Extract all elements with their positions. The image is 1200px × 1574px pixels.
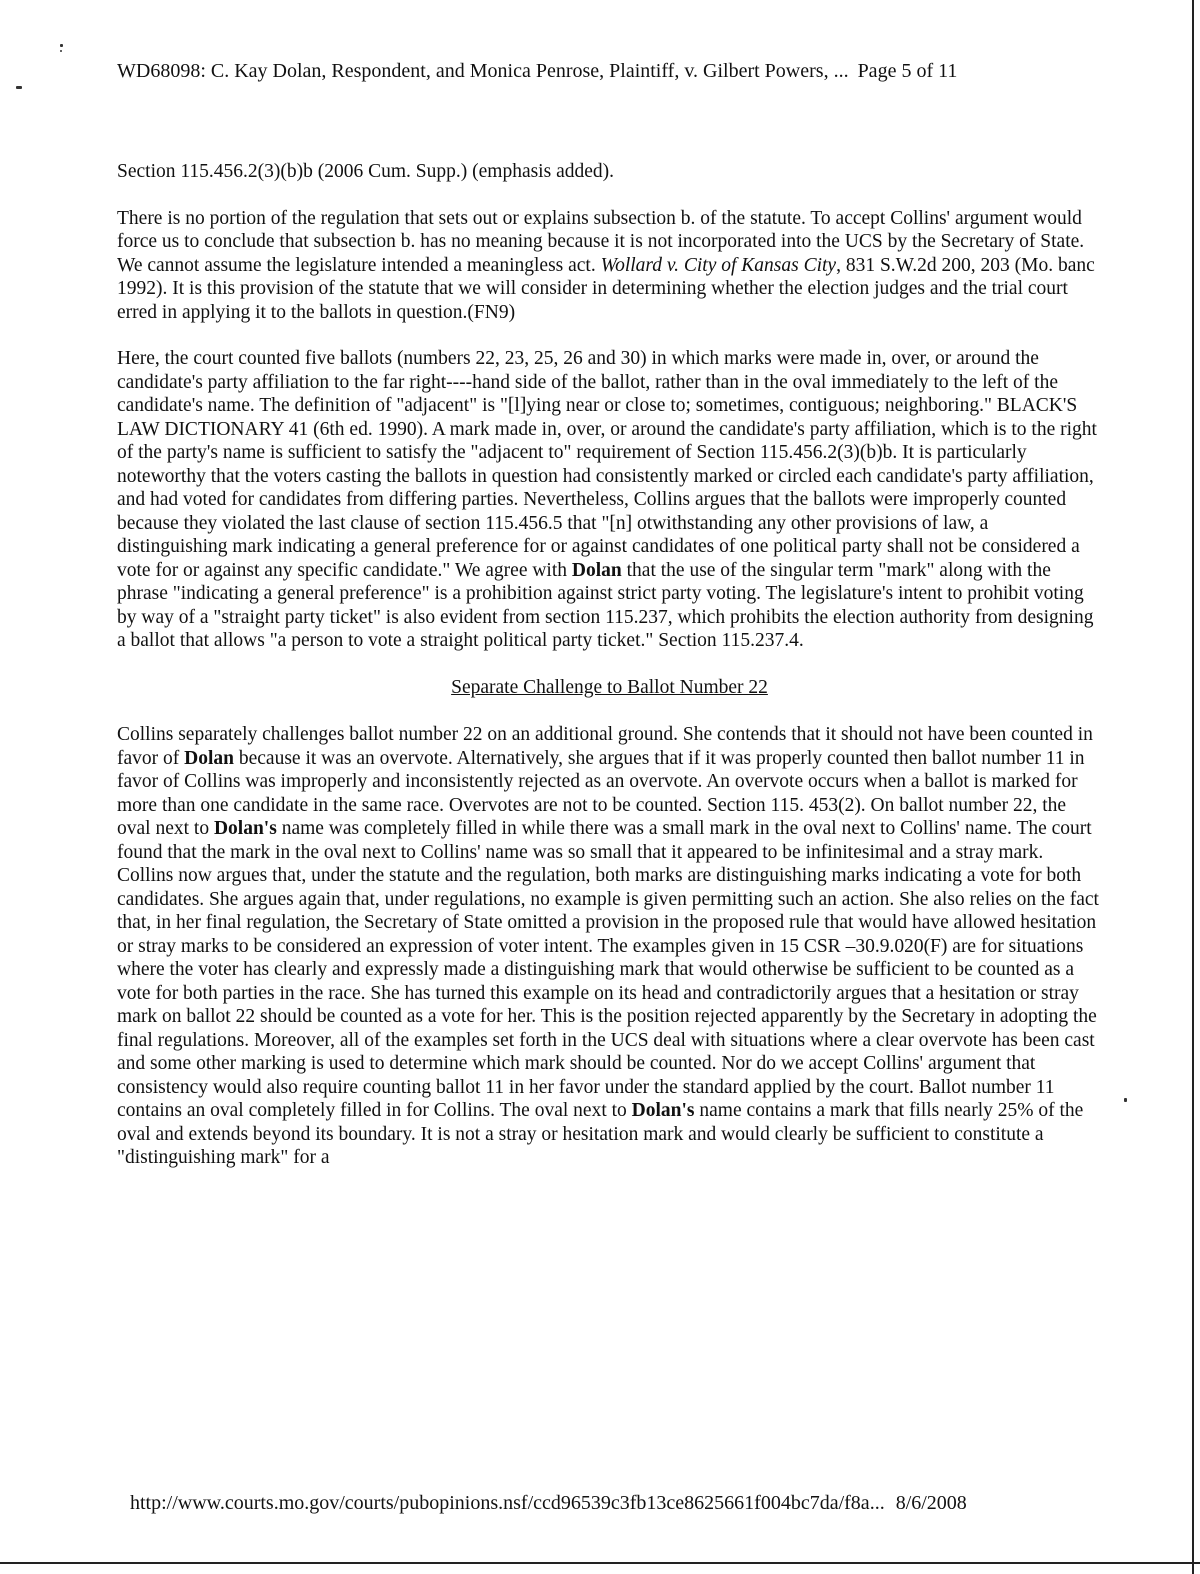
- paragraph: [117, 207, 1102, 325]
- party-name: Dolan's: [631, 1100, 695, 1121]
- paragraph: [117, 347, 1102, 653]
- party-name: Dolan: [571, 559, 622, 581]
- scan-speck: [60, 50, 62, 52]
- print-date: 8/6/2008: [895, 1492, 967, 1514]
- paragraph-text: There is no portion of the regulation that sets out or explains subsection b. of the statute. To accept Collins' argument would force us to conclude that subsection b. has no meaning because it is not incorporated into the UCS by the Secretary of State. We cannot assume the legislature intended a meaningless act.: [117, 207, 1085, 276]
- paragraph-text: name contains a mark that fills nearly 25% of the oval and extends beyond its boundary. It is not a stray or hesitation mark and would clearly be sufficient to constitute a "distinguishing mark" for a: [117, 1100, 1084, 1168]
- page-header: [117, 58, 1097, 84]
- paragraph-text: Section 115.456.2(3)(b)b (2006 Cum. Supp.) (emphasis added).: [117, 161, 614, 182]
- paragraph-text: name was completely filled in while there was a small mark in the oval next to Collins' name. The court found that the mark in the oval next to Collins' name was so small that it appeared to be infinitesimal and a stray mark. Collins now argues that, under the statute and the regulation, both marks are distinguishing marks indicating a vote for both candidates. She argues again that, under regulations, no example is given permitting such an action. She also relies on the fact that, in her final regulation, the Secretary of State omitted a provision in the proposed rule that would have allowed hesitation or stray marks to be considered an expression of voter intent. The examples given in 15 CSR –30.9.020(F) are for situations where the voter has clearly and expressly made a distinguishing mark that would otherwise be sufficient to be counted as a vote for both parties in the race. She has turned this example on its head and contradictorily argues that a hesitation or stray mark on ballot 22 should be counted as a vote for her. This is the position rejected apparently by the Secretary in adopting the final regulations. Moreover, all of the examples set forth in the UCS deal with situations where a clear overvote has been cast and some other marking is used to determine which mark should be counted. Nor do we accept Collins' argument that consistency would also require counting ballot 11 in her favor under the standard applied by the court. Ballot number 11 contains an oval completely filled in for Collins. The oval next to: [117, 818, 1099, 1121]
- paragraph-text: that the use of the singular term "mark" along with the phrase "indicating a general preference" is a prohibition against strict party voting. The legislature's intent to prohibit voting by way of a "straight party ticket" is also evident from section 115.237, which prohibits the election authority from designing a ballot that allows "a person to vote a straight political party ticket." Section 115.237.4.: [117, 559, 1094, 651]
- party-name: Dolan's: [213, 818, 277, 839]
- case-title: WD68098: C. Kay Dolan, Respondent, and Monica Penrose, Plaintiff, v. Gilbert Powers, ...: [117, 60, 849, 82]
- paragraph: [117, 723, 1102, 1170]
- scan-speck: [1124, 1098, 1127, 1102]
- section-heading: Separate Challenge to Ballot Number 22: [451, 676, 768, 698]
- party-name: Dolan: [184, 747, 234, 769]
- scan-edge-right: [1192, 0, 1194, 1574]
- paragraph-text: , 831 S.W.2d 200, 203 (Mo. banc 1992). It is this provision of the statute that we will consider in determining whether the election judges and the trial court erred in applying it to the ballots in question.(FN9): [117, 254, 1095, 323]
- opinion-body: [117, 160, 1102, 1193]
- paragraph-text: Here, the court counted five ballots (numbers 22, 23, 25, 26 and 30) in which marks were made in, over, or around the candidate's party affiliation to the far right----hand side of the ballot, rather than in the oval immediately to the left of the candidate's name. The definition of "adjacent" is "[l]ying near or close to; sometimes, contiguous; neighboring." BLACK'S LAW DICTIONARY 41 (6th ed. 1990). A mark made in, over, or around the candidate's party affiliation, which is to the right of the party's name is sufficient to satisfy the "adjacent to" requirement of Section 115.456.2(3)(b)b. It is particularly noteworthy that the voters casting the ballots in question had consistently marked or circled each candidate's party affiliation, and had voted for candidates from differing parties. Nevertheless, Collins argues that the ballots were improperly counted because they violated the last clause of section 115.456.5 that "[n] otwithstanding any other provisions of law, a distinguishing mark indicating a general preference for or against candidates of one political party shall not be considered a vote for or against any specific candidate." We agree with: [117, 348, 1097, 581]
- paragraph-text: because it was an overvote. Alternatively, she argues that if it was properly counted then ballot number 11 in favor of Collins was improperly and inconsistently rejected as an overvote. An overvote occurs when a ballot is marked for more than one candidate in the same race. Overvotes are not to be counted. Section 115. 453(2). On ballot number 22, the oval next to: [117, 747, 1085, 839]
- case-citation: Wollard v. City of Kansas City: [600, 254, 837, 276]
- page-number: Page 5 of 11: [857, 60, 958, 82]
- scan-speck: [16, 86, 22, 89]
- scan-edge-bottom: [0, 1562, 1200, 1564]
- paragraph-text: Collins separately challenges ballot number 22 on an additional ground. She contends that it should not have been counted in favor of: [117, 724, 1093, 769]
- source-url: http://www.courts.mo.gov/courts/pubopinions.nsf/ccd96539c3fb13ce8625661f004bc7da/f8a...: [130, 1492, 885, 1514]
- paragraph: [117, 160, 1102, 184]
- page-footer: [130, 1490, 1110, 1516]
- scan-speck: [60, 44, 63, 47]
